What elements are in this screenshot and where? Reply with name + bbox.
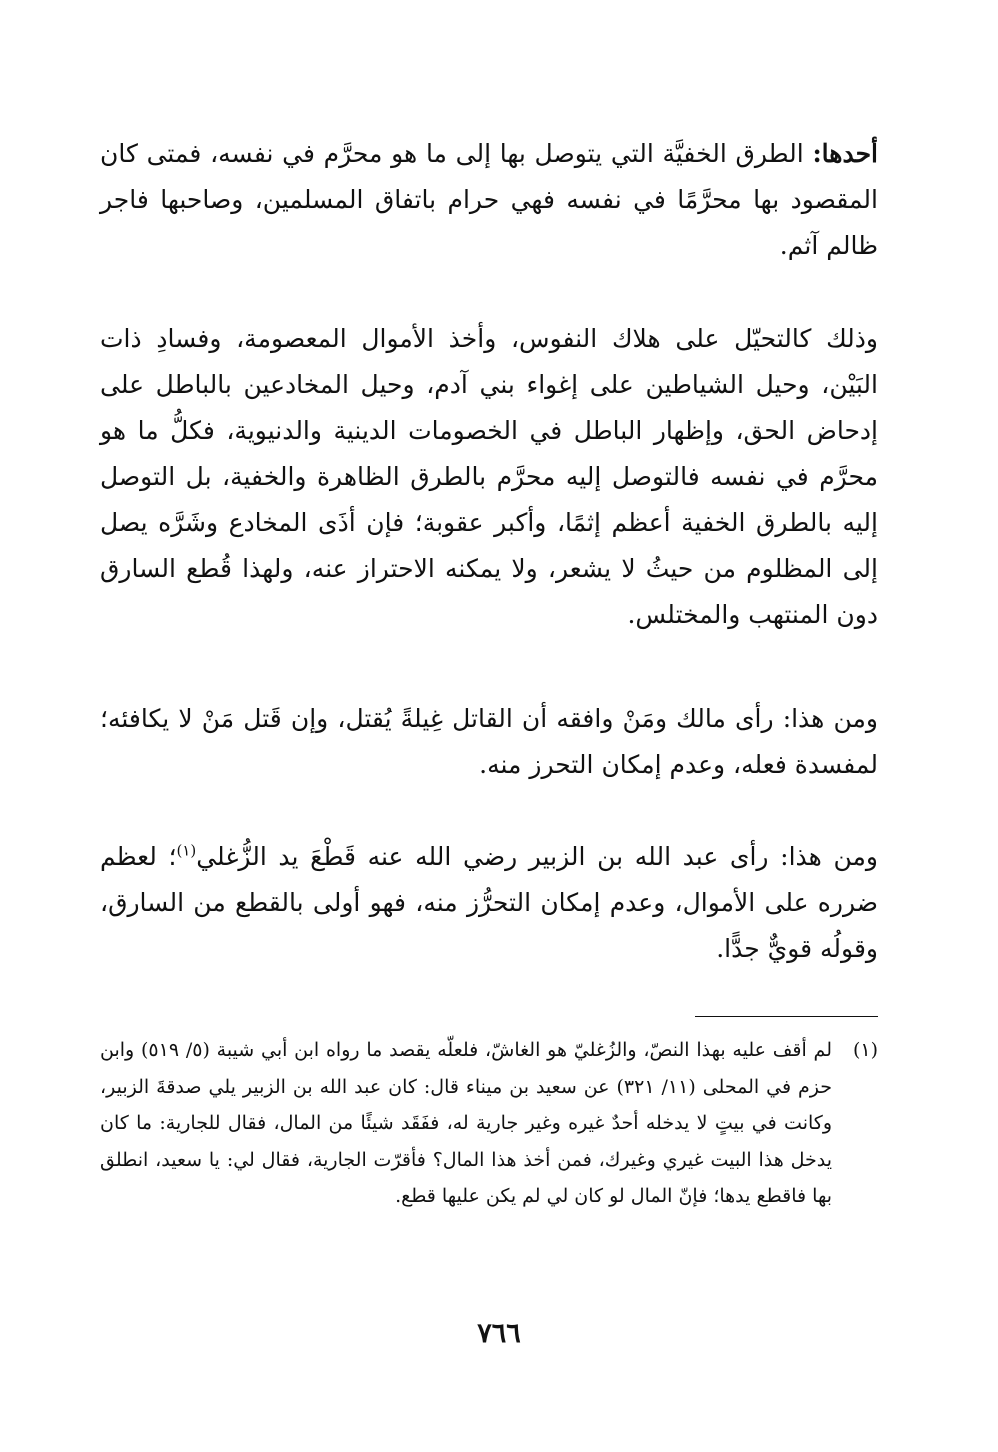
paragraph-text bbox=[100, 834, 878, 972]
paragraph-first-category bbox=[100, 131, 878, 269]
footnote-number: (١) bbox=[852, 1039, 878, 1061]
paragraph-ibn-zubair-opinion bbox=[100, 834, 878, 972]
page-number: ٧٦٦ bbox=[477, 1318, 521, 1349]
paragraph-lead-word: أحدها: bbox=[812, 139, 878, 168]
paragraph-body-start: ومن هذا: رأى عبد الله بن الزبير رضي الله عنه قَطْعَ يد الزُّغلي bbox=[196, 842, 878, 871]
paragraph-text bbox=[100, 131, 878, 269]
footnote-divider bbox=[695, 1016, 878, 1017]
paragraph-body: الطرق الخفيَّة التي يتوصل بها إلى ما هو محرَّم في نفسه، فمتى كان المقصود بها محرَّمًا في نفسه فهي حرام باتفاق المسلمين، وصاحبها فاجر ظالم آثم. bbox=[100, 139, 878, 260]
paragraph-examples bbox=[100, 316, 878, 638]
paragraph-text: وذلك كالتحيّل على هلاك النفوس، وأخذ الأموال المعصومة، وفسادِ ذات البَيْن، وحيل الشياطين على إغواء بني آدم، وحيل المخادعين بالباطل على إدحاض الحق، وإظهار الباطل في الخصومات الدينية والدنيوية، فكلُّ ما هو محرَّم في نفسه فالتوصل إليه محرَّم بالطرق الظاهرة والخفية، بل التوصل إليه بالطرق الخفية أعظم إثمًا، وأكبر عقوبة؛ فإن أذَى المخادع وشَرَّه يصل إلى المظلوم من حيثُ لا يشعر، ولا يمكنه الاحتراز عنه، ولهذا قُطع السارق دون المنتهب والمختلس. bbox=[100, 324, 878, 629]
paragraph-text: ومن هذا: رأى مالك ومَنْ وافقه أن القاتل غِيلةً يُقتل، وإن قَتل مَنْ لا يكافئه؛ لمفسدة فعله، وعدم إمكان التحرز منه. bbox=[100, 704, 878, 779]
footnote-text: لم أقف عليه بهذا النصّ، والزُغليّ هو الغاشّ، فلعلّه يقصد ما رواه ابن أبي شيبة (٥/ ٥١٩) وابن حزم في المحلى (١١/ ٣٢١) عن سعيد بن ميناء قال: كان عبد الله بن الزبير يلي صدقةَ الزبير، وكانت في بيتٍ لا يدخله أحدٌ غيره وغير جارية له، ففَقَد شيئًا من المال، فقال للجارية: ما كان يدخل هذا البيت غيري وغيرك، فمن أخذ هذا المال؟ فأقرّت الجارية، فقال لي: يا سعيد، انطلق بها فاقطع يدها؛ فإنّ المال لو كان لي لم يكن عليها قطع. bbox=[100, 1039, 832, 1207]
footnote-marker: (١) bbox=[176, 841, 197, 860]
paragraph-body-end: ؛ لعظم ضرره على الأموال، وعدم إمكان التحرُّز منه، فهو أولى بالقطع من السارق، وقولُه قويٌّ جدًّا. bbox=[100, 842, 878, 963]
footnote bbox=[100, 1032, 878, 1215]
paragraph-malik-opinion bbox=[100, 696, 878, 788]
